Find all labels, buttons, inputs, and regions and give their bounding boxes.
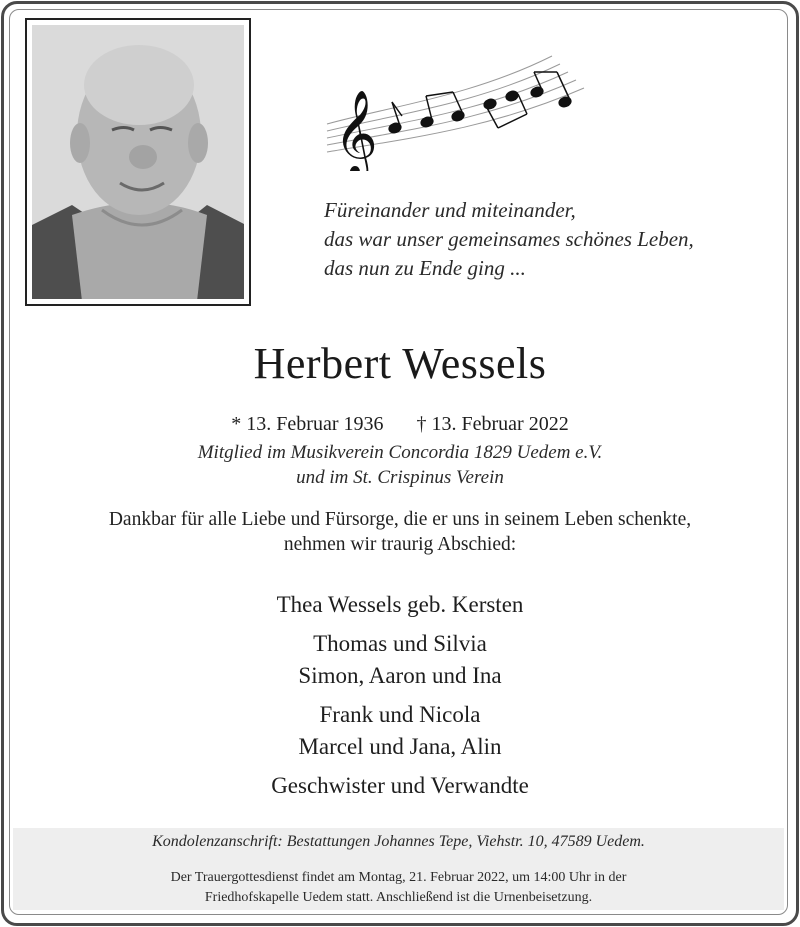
mourners-list (0, 589, 800, 809)
footer-box (13, 828, 784, 910)
service-info (13, 868, 784, 908)
verse-line: Füreinander und miteinander, (324, 198, 576, 222)
life-dates (0, 413, 800, 436)
mourner-group (0, 699, 800, 763)
treble-clef-icon: 𝄞 (334, 90, 378, 171)
condolence-address: Kondolenzanschrift: Bestattungen Johannes Tepe, Viehstr. 10, 47589 Uedem. (152, 833, 645, 850)
mourner-name: Geschwister und Verwandte (271, 773, 529, 798)
mourner-group (0, 770, 800, 802)
membership-line: Mitglied im Musikverein Concordia 1829 Uedem e.V. (197, 442, 603, 463)
thanks-line: nehmen wir traurig Abschied: (283, 534, 517, 555)
mourner-group (0, 589, 800, 621)
service-line: Der Trauergottesdienst findet am Montag, 21. Februar 2022, um 14:00 Uhr in der (170, 870, 627, 885)
mourner-name: Marcel und Jana, Alin (298, 734, 502, 759)
thanks-text (0, 507, 800, 557)
mourner-name: Thomas und Silvia (313, 631, 487, 656)
portrait-photo (32, 25, 244, 299)
mourner-name: Thea Wessels geb. Kersten (276, 592, 524, 617)
birth-date: * 13. Februar 1936 (231, 413, 384, 435)
music-notes-icon (322, 36, 602, 171)
deceased-name: Herbert Wessels (253, 339, 547, 388)
verse-line: das war unser gemeinsames schönes Leben, (324, 227, 694, 251)
portrait-frame (25, 18, 251, 306)
membership-line: und im St. Crispinus Verein (296, 467, 504, 488)
mourner-group (0, 628, 800, 692)
mourner-name: Simon, Aaron und Ina (298, 663, 502, 688)
thanks-line: Dankbar für alle Liebe und Fürsorge, die er uns in seinem Leben schenkte, (108, 509, 692, 530)
death-date: † 13. Februar 2022 (416, 413, 569, 435)
service-line: Friedhofskapelle Uedem statt. Anschließend ist die Urnenbeisetzung. (204, 890, 593, 905)
mourner-name: Frank und Nicola (319, 702, 481, 727)
membership (0, 440, 800, 490)
verse-line: das nun zu Ende ging ... (324, 256, 526, 280)
verse (324, 196, 694, 283)
